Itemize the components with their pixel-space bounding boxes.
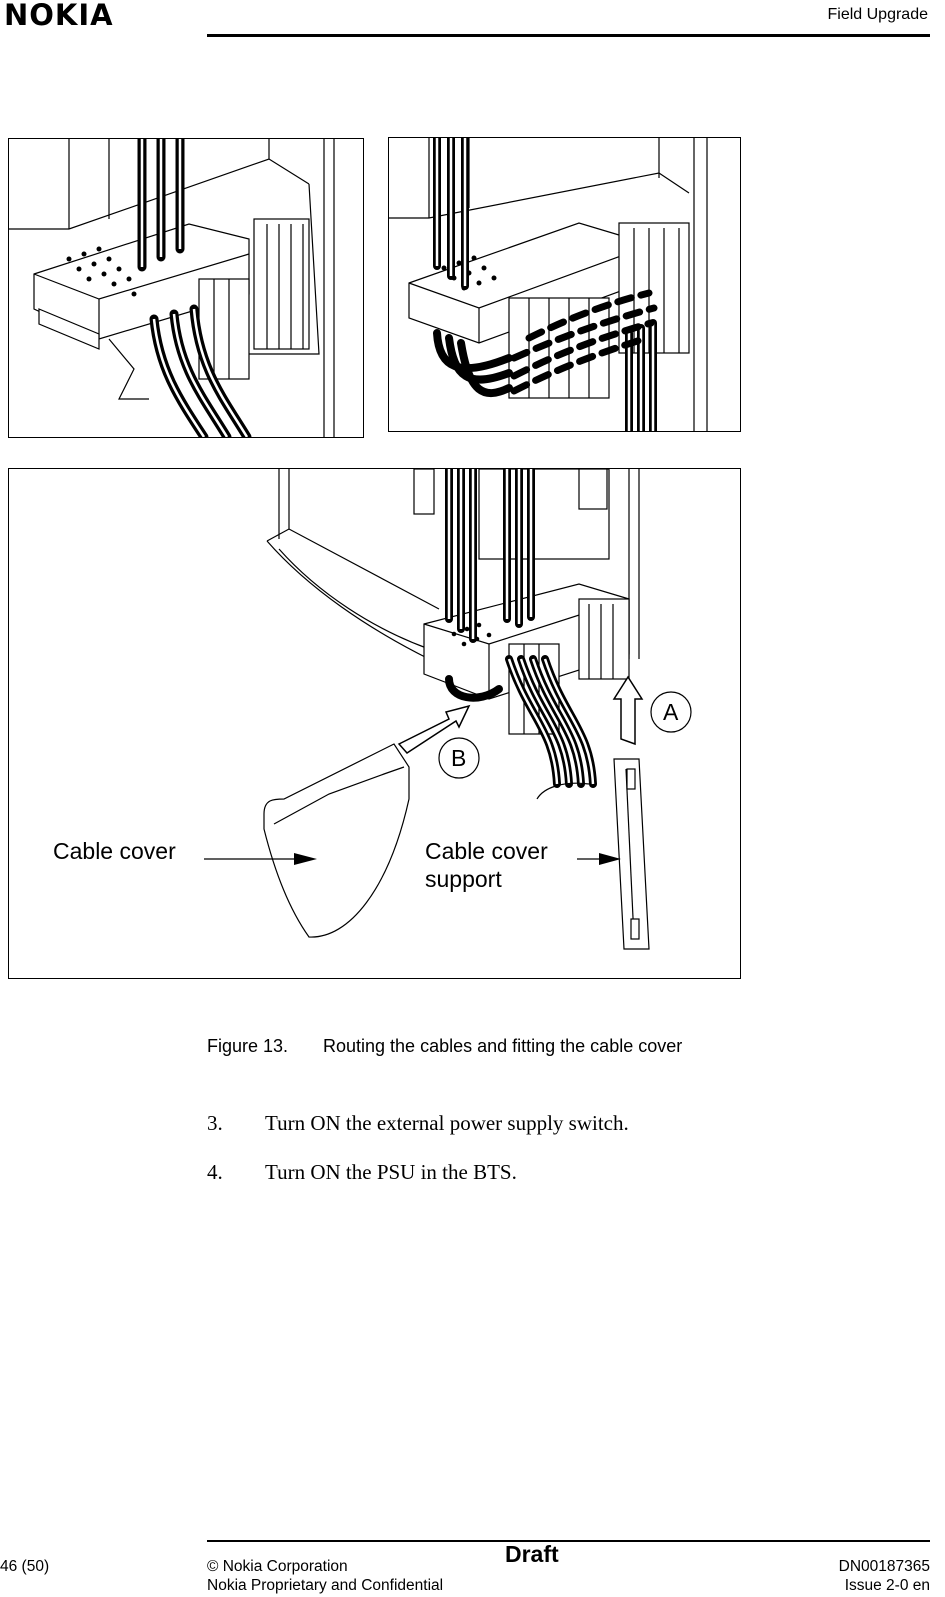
callout-cable-cover-support-label-line2: support xyxy=(425,866,502,892)
panel-illustration xyxy=(9,139,363,437)
draft-marker: Draft xyxy=(505,1541,559,1567)
footer-rule xyxy=(207,1540,930,1542)
step-text: Turn ON the PSU in the BTS. xyxy=(265,1160,517,1184)
footer-issue: Issue 2-0 en xyxy=(844,1577,930,1594)
step-text: Turn ON the external power supply switch. xyxy=(265,1111,629,1135)
footer-page-number: 46 (50) xyxy=(0,1558,50,1575)
cable-cover-part xyxy=(264,744,409,937)
header-rule xyxy=(207,34,930,37)
figure-panel-cable-cover xyxy=(8,468,741,979)
callout-b-label: B xyxy=(451,745,467,771)
figure-panel-cables-dashed xyxy=(388,137,741,432)
panel-illustration xyxy=(9,469,740,978)
step-number: 3. xyxy=(207,1111,223,1135)
step-item xyxy=(207,1160,517,1185)
figure-caption-text: Routing the cables and fitting the cable cover xyxy=(323,1036,683,1056)
figure-panel-cables-straight xyxy=(8,138,364,438)
figure-caption xyxy=(207,1036,682,1057)
nokia-logo: NOKIA xyxy=(4,0,114,32)
panel-illustration xyxy=(389,138,740,431)
callout-cable-cover-label: Cable cover xyxy=(53,838,176,864)
cable-cover-support-part xyxy=(614,759,649,949)
callout-a-label: A xyxy=(663,699,679,725)
figure-caption-number: Figure 13. xyxy=(207,1036,289,1056)
footer-doc-id: DN00187365 xyxy=(838,1558,930,1575)
step-item xyxy=(207,1111,629,1136)
section-title: Field Upgrade xyxy=(827,6,928,23)
callout-cable-cover-support-label-line1: Cable cover xyxy=(425,838,548,864)
arrow-a-icon xyxy=(614,677,642,744)
step-number: 4. xyxy=(207,1160,223,1184)
footer-copyright: © Nokia Corporation xyxy=(207,1558,348,1575)
footer-confidential: Nokia Proprietary and Confidential xyxy=(207,1577,444,1594)
